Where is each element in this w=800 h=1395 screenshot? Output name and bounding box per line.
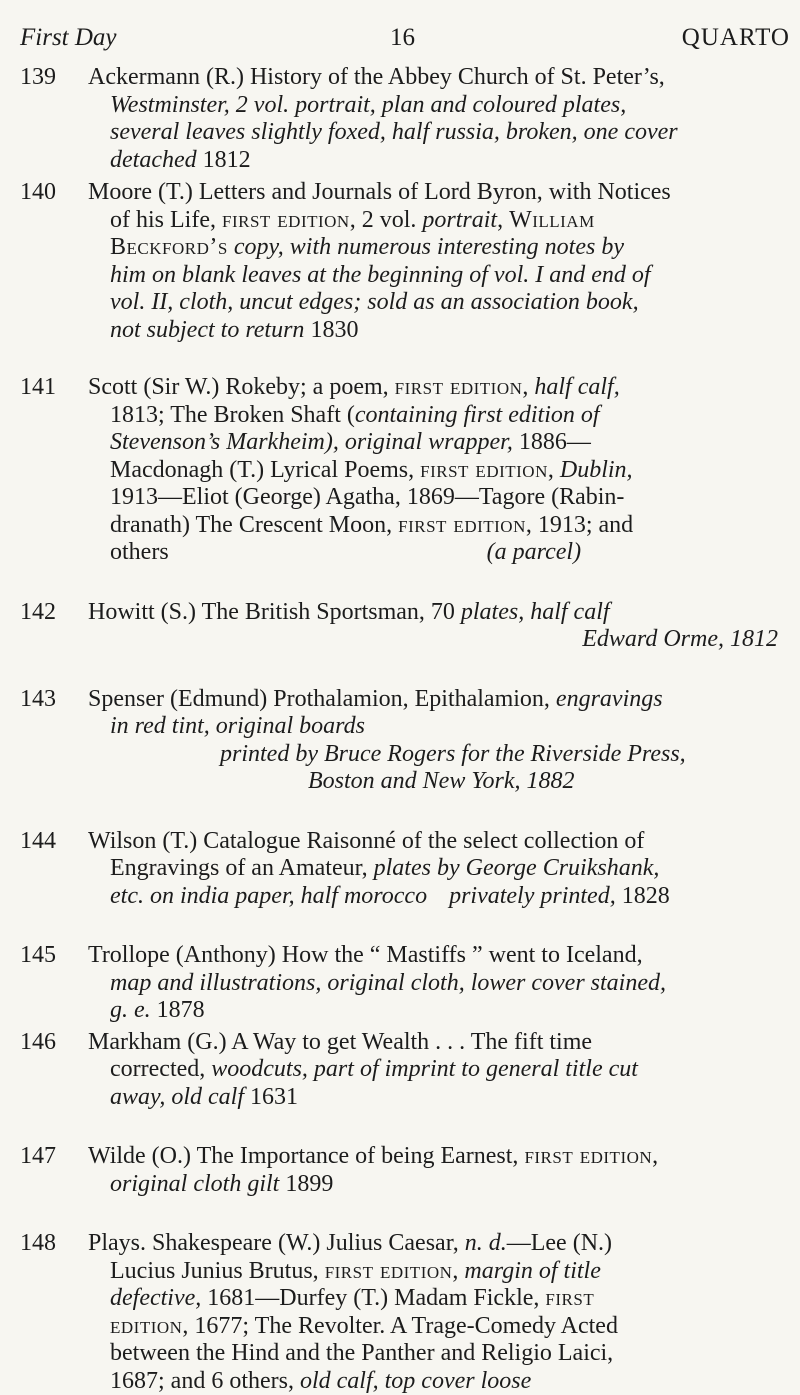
lot-entry <box>20 64 790 174</box>
lot-number: 147 <box>20 1143 68 1171</box>
lot-text: half calf, <box>534 374 619 400</box>
lot-text-row <box>88 1084 790 1112</box>
lot-text: copy, with numerous interesting notes by <box>234 234 624 260</box>
lot-number: 144 <box>20 828 68 856</box>
lot-number: 141 <box>20 374 68 402</box>
lot-text: first <box>545 1285 594 1311</box>
lot-text: portrait <box>422 207 497 233</box>
page-number: 16 <box>390 24 415 52</box>
lot-entry <box>20 686 790 796</box>
lot-text-row <box>88 1171 790 1199</box>
lot-text-row <box>88 539 790 567</box>
lot-entry <box>20 179 790 344</box>
lot-text: Macdonagh (T.) Lyrical Poems, <box>110 457 414 483</box>
lot-text: detached <box>110 147 197 173</box>
lot-text-row <box>88 883 790 911</box>
lot-text: Lucius Junius Brutus, <box>110 1258 319 1284</box>
lot-text: first edition <box>398 512 526 538</box>
lot-text: 1687; and 6 others, <box>110 1368 294 1394</box>
lot-text-row <box>88 457 790 485</box>
lot-text: edition <box>110 1313 182 1339</box>
lot-text: first edition <box>222 207 350 233</box>
lot-text-row <box>88 1056 790 1084</box>
lot-text: Beckford’s <box>110 234 228 260</box>
lot-text: printed by Bruce Rogers for the Riverside Press, <box>88 741 790 769</box>
lot-entry <box>20 942 790 1025</box>
lot-text-row <box>88 1258 790 1286</box>
lot-text: Wilde (O.) The Importance of being Earnest, <box>88 1143 518 1169</box>
lot-number: 146 <box>20 1029 68 1057</box>
lot-text: , <box>652 1143 658 1169</box>
lot-text: , <box>522 374 528 400</box>
header-format: QUARTO <box>682 24 790 52</box>
lot-text: g. e. <box>110 997 151 1023</box>
lot-text: Scott (Sir W.) Rokeby; a poem, <box>88 374 389 400</box>
header-day: First Day <box>20 24 117 52</box>
lot-year: 1830 <box>310 317 358 343</box>
lot-text-row <box>88 686 790 714</box>
lot-text: 1813; The Broken Shaft ( <box>110 402 355 428</box>
lot-text: not subject to return <box>110 317 304 343</box>
lot-text: Engravings of an Amateur, <box>110 855 368 881</box>
lot-text: , 1913; and <box>526 512 633 538</box>
lot-text-row <box>88 402 790 430</box>
lot-text: of his Life, <box>110 207 216 233</box>
lot-text: woodcuts, part of imprint to general title cut <box>211 1056 638 1082</box>
lot-text: several leaves slightly foxed, half russia, broken, one cover <box>88 119 790 147</box>
lot-text: between the Hind and the Panther and Religio Laici, <box>88 1340 790 1368</box>
lot-text: old calf, top cover loose <box>300 1368 531 1394</box>
lot-text-row <box>88 374 790 402</box>
lot-text-row <box>88 1368 790 1395</box>
lot-entry <box>20 828 790 911</box>
lot-text: —Lee (N.) <box>507 1230 612 1256</box>
lot-entry <box>20 1029 790 1112</box>
lot-text: him on blank leaves at the beginning of vol. I and end of <box>88 262 790 290</box>
lot-text: 1913—Eliot (George) Agatha, 1869—Tagore (Rabin- <box>88 484 790 512</box>
lot-number: 139 <box>20 64 68 92</box>
lot-entry <box>20 374 790 567</box>
lot-text-row <box>88 1285 790 1313</box>
lot-number: 145 <box>20 942 68 970</box>
lot-text: defective, <box>110 1285 201 1311</box>
lot-number: 148 <box>20 1230 68 1258</box>
lot-text: Howitt (S.) The British Sportsman, 70 <box>88 599 455 625</box>
lot-text: Stevenson’s Markheim), original wrapper, <box>110 429 513 455</box>
lot-text: engravings <box>556 686 663 712</box>
lot-entry <box>20 599 790 654</box>
lot-year: 1878 <box>157 997 205 1023</box>
lot-text-row <box>88 599 790 627</box>
lot-text: margin of title <box>464 1258 600 1284</box>
lot-text: , <box>548 457 554 483</box>
lot-text: 1681—Durfey (T.) Madam Fickle, <box>207 1285 539 1311</box>
lot-year: 1631 <box>250 1084 298 1110</box>
lot-text: first edition <box>420 457 548 483</box>
page-header <box>20 24 790 64</box>
lot-number: 142 <box>20 599 68 627</box>
lot-text: containing first edition of <box>355 402 600 428</box>
lot-text: vol. II, cloth, uncut edges; sold as an association book, <box>88 289 790 317</box>
lot-entry <box>20 1230 790 1395</box>
lot-text: first edition <box>395 374 523 400</box>
lot-text: Ackermann (R.) History of the Abbey Church of St. Peter’s, <box>88 64 790 92</box>
lot-text: William <box>509 207 595 233</box>
lot-text: Trollope (Anthony) How the “ Mastiffs ” went to Iceland, <box>88 942 790 970</box>
lot-text-row <box>88 997 790 1025</box>
lot-text-row <box>88 147 790 175</box>
lot-text: away, old calf <box>110 1084 244 1110</box>
lot-text: Boston and New York, 1882 <box>88 768 790 796</box>
lot-number: 140 <box>20 179 68 207</box>
lot-text: etc. on india paper, half morocco <box>110 883 427 909</box>
lot-text-row <box>88 512 790 540</box>
lot-text-row <box>88 855 790 883</box>
lot-text: others <box>110 539 169 567</box>
lot-text-row <box>88 1143 790 1171</box>
lot-text: original cloth gilt <box>110 1171 279 1197</box>
lot-text: 1886— <box>519 429 591 455</box>
lot-text-row <box>88 234 790 262</box>
lot-text-row <box>88 1230 790 1258</box>
lot-text: , 2 vol. <box>350 207 417 233</box>
lot-year: 1899 <box>285 1171 333 1197</box>
lot-text: , <box>497 207 503 233</box>
lot-text-row <box>88 317 790 345</box>
lot-text: plates by George Cruikshank, <box>374 855 660 881</box>
lot-text: in red tint, original boards <box>88 713 790 741</box>
lot-text: (a parcel) <box>487 539 581 567</box>
lot-text: Dublin, <box>560 457 633 483</box>
lot-text: Plays. Shakespeare (W.) Julius Caesar, <box>88 1230 459 1256</box>
lot-text: , <box>452 1258 458 1284</box>
lot-text: Westminster, 2 vol. portrait, plan and coloured plates, <box>88 92 790 120</box>
lot-text: Wilson (T.) Catalogue Raisonné of the select collection of <box>88 828 790 856</box>
lot-text: privately printed, <box>449 883 616 909</box>
lot-text: Spenser (Edmund) Prothalamion, Epithalamion, <box>88 686 550 712</box>
lot-text: plates, half calf <box>461 599 610 625</box>
lot-text: first edition <box>524 1143 652 1169</box>
lot-text: dranath) The Crescent Moon, <box>110 512 392 538</box>
lot-text: map and illustrations, original cloth, lower cover stained, <box>88 970 790 998</box>
lot-text: n. d. <box>465 1230 507 1256</box>
lot-text: corrected, <box>110 1056 205 1082</box>
lot-text-row <box>88 429 790 457</box>
lot-text: first edition <box>325 1258 453 1284</box>
lot-number: 143 <box>20 686 68 714</box>
lot-year: 1812 <box>203 147 251 173</box>
lot-text: Moore (T.) Letters and Journals of Lord Byron, with Notices <box>88 179 790 207</box>
lot-text: , 1677; The Revolter. A Trage-Comedy Acted <box>182 1313 618 1339</box>
lot-text-row <box>88 207 790 235</box>
lot-text: Markham (G.) A Way to get Wealth . . . The fift time <box>88 1029 790 1057</box>
lot-text: Edward Orme, 1812 <box>88 626 790 654</box>
lot-year: 1828 <box>622 883 670 909</box>
lot-entry <box>20 1143 790 1198</box>
